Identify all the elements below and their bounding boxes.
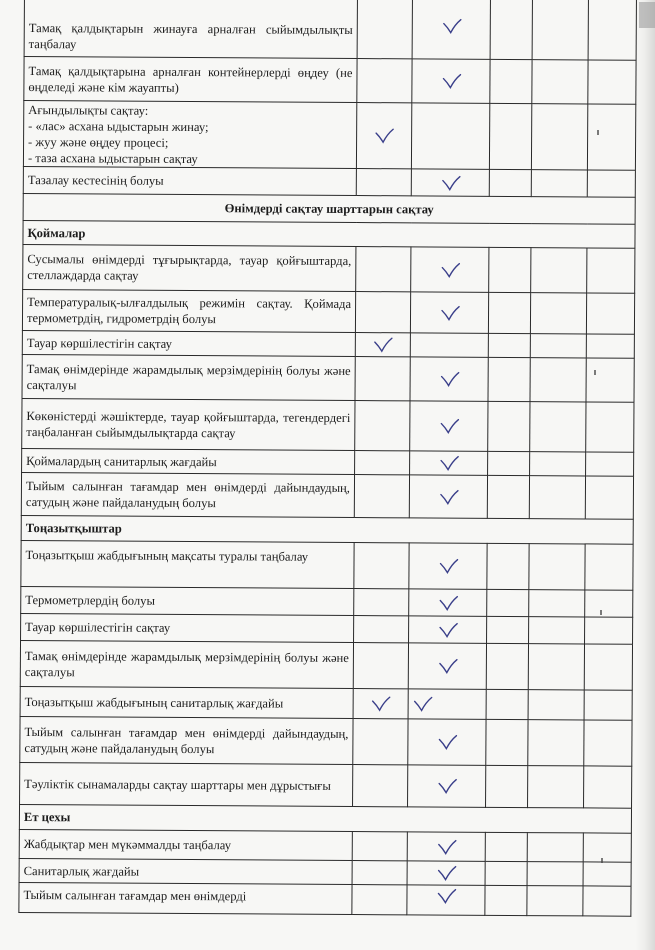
row-description: Тыйым салынған тағамдар мен өнімдерді <box>19 882 352 914</box>
mark-cell-4 <box>531 170 587 197</box>
mark-cell-2 <box>409 589 487 616</box>
mark-cell-2 <box>407 832 485 861</box>
check-mark-icon <box>439 456 459 472</box>
mark-cell-1 <box>356 103 411 169</box>
checklist-row <box>20 640 632 690</box>
mark-cell-1 <box>353 765 408 807</box>
mark-cell-3 <box>489 103 531 169</box>
mark-cell-1 <box>355 292 410 333</box>
mark-cell-4 <box>529 617 585 644</box>
row-description: Тоңазытқыш жабдығының мақсаты туралы таңбалау <box>21 540 354 588</box>
mark-cell-2 <box>409 543 487 589</box>
check-mark-icon <box>439 305 459 321</box>
row-description: Тазалау кестесінің болуы <box>23 166 356 195</box>
subsection-header-row <box>19 804 631 833</box>
mark-cell-4 <box>528 720 584 766</box>
mark-cell-4 <box>527 862 583 886</box>
mark-cell-2 <box>408 643 486 689</box>
mark-cell-3 <box>485 832 527 861</box>
mark-cell-2 <box>409 475 487 518</box>
mark-cell-5 <box>584 644 632 690</box>
check-mark-icon <box>438 622 458 638</box>
mark-cell-1 <box>352 861 407 885</box>
mark-cell-1 <box>354 616 409 643</box>
checklist-row <box>21 472 633 519</box>
mark-cell-5 <box>583 886 631 916</box>
mark-cell-5 <box>584 720 632 766</box>
scan-speck <box>601 858 603 863</box>
mark-cell-5 <box>586 293 634 334</box>
mark-cell-5 <box>588 60 636 104</box>
mark-cell-5 <box>586 402 634 452</box>
mark-cell-1 <box>354 589 409 616</box>
mark-cell-3 <box>486 643 528 689</box>
checklist-row <box>21 586 633 617</box>
mark-cell-1 <box>357 0 412 59</box>
row-description: Көкөністерді жәшіктерде, тауар қойғыштарда, тегендердегі таңбаланған сыйымдылықтарда сақтау <box>22 398 355 450</box>
mark-cell-5 <box>587 248 635 293</box>
row-description: Ағындылықты сақтау: - «лас» асхана ыдыстарын жинау; - жуу және өңдеу процесі; - таза асхана ыдыстарын сақтау <box>23 101 356 169</box>
checklist-row <box>21 540 633 590</box>
mark-cell-4 <box>530 334 586 358</box>
check-mark-icon <box>441 19 461 35</box>
mark-cell-5 <box>585 617 633 644</box>
mark-cell-3 <box>486 689 528 719</box>
mark-cell-2 <box>407 861 485 885</box>
mark-cell-2 <box>410 451 488 475</box>
row-description: Тыйым салынған тағамдар мен өнімдерді дайындаудың, сатудың және пайдаланудың болуы <box>21 472 354 517</box>
mark-cell-5 <box>587 104 635 170</box>
mark-cell-3 <box>488 451 530 475</box>
scan-edge-shadow <box>635 0 655 950</box>
row-description: Термометрлердің болуы <box>21 586 354 615</box>
row-description: Сусымалы өнімдерді тұғырықтарда, тауар қойғыштарда, стеллаждарда сақтау <box>23 244 356 291</box>
mark-cell-5 <box>588 0 636 60</box>
mark-cell-4 <box>530 402 586 452</box>
check-mark-icon <box>436 866 456 882</box>
mark-cell-2 <box>408 765 486 807</box>
checklist-row <box>20 762 632 808</box>
mark-cell-1 <box>355 401 410 451</box>
mark-cell-5 <box>584 690 632 720</box>
mark-cell-2 <box>410 357 488 401</box>
check-mark-icon <box>437 659 457 675</box>
mark-cell-1 <box>353 689 408 719</box>
mark-cell-5 <box>585 476 633 519</box>
row-description: Тамақ қалдықтарына арналған контейнерлерді өңдеу (не өңделеді және кім жауапты) <box>24 57 357 103</box>
checklist-row <box>21 613 633 644</box>
checklist-row <box>24 57 636 105</box>
mark-cell-5 <box>585 544 633 590</box>
row-description: Жабдықтар мен мүкәммалды таңбалау <box>19 829 352 860</box>
section-header-row <box>23 193 635 224</box>
mark-cell-4 <box>529 476 585 519</box>
mark-cell-1 <box>352 832 407 861</box>
mark-cell-2 <box>407 885 485 915</box>
checklist-row <box>22 398 634 452</box>
row-description: Қоймалардың санитарлық жағдайы <box>22 448 355 474</box>
mark-cell-4 <box>530 452 586 476</box>
scan-speck <box>597 130 599 135</box>
mark-cell-2 <box>412 59 490 103</box>
mark-cell-2 <box>409 616 487 643</box>
check-mark-icon <box>438 559 458 575</box>
mark-cell-2 <box>411 247 489 292</box>
mark-cell-1 <box>355 333 410 357</box>
section-title: Өнімдерді сақтау шарттарын сақтау <box>23 193 635 224</box>
subsection-title: Қоймалар <box>23 220 635 248</box>
mark-cell-1 <box>357 59 412 103</box>
check-mark-icon <box>436 839 456 855</box>
mark-cell-5 <box>583 833 631 862</box>
mark-cell-2 <box>410 401 488 451</box>
mark-cell-4 <box>529 590 585 617</box>
checklist-row <box>23 244 635 293</box>
subsection-title: Тоңазытқыштар <box>21 515 633 544</box>
mark-cell-5 <box>587 170 635 197</box>
mark-cell-2 <box>411 103 489 169</box>
row-description: Санитарлық жағдайы <box>19 858 352 884</box>
row-description: Тауар көршілестігін сақтау <box>22 330 355 356</box>
scan-speck <box>600 610 602 615</box>
check-mark-icon <box>437 779 457 795</box>
check-mark-icon <box>438 595 458 611</box>
subsection-title: Ет цехы <box>19 804 631 833</box>
check-mark-icon <box>413 696 433 712</box>
check-mark-icon <box>441 74 461 90</box>
mark-cell-4 <box>528 766 584 808</box>
check-mark-icon <box>440 262 460 278</box>
mark-cell-5 <box>585 590 633 617</box>
check-mark-icon <box>371 696 391 712</box>
checklist-row <box>20 686 632 720</box>
check-mark-icon <box>374 128 394 144</box>
mark-cell-4 <box>527 833 583 862</box>
mark-cell-3 <box>489 247 531 292</box>
check-mark-icon <box>436 889 456 905</box>
mark-cell-1 <box>353 719 408 765</box>
mark-cell-2 <box>412 0 490 59</box>
check-mark-icon <box>373 337 393 353</box>
mark-cell-3 <box>489 169 531 196</box>
mark-cell-3 <box>488 401 530 451</box>
check-mark-icon <box>439 372 459 388</box>
row-description: Тамақ өнімдерінде жарамдылық мерзімдерінің болуы және сақталуы <box>20 640 353 688</box>
check-mark-icon <box>437 735 457 751</box>
checklist-row <box>22 354 634 402</box>
checklist-row <box>23 166 635 197</box>
mark-cell-4 <box>530 293 586 334</box>
row-description: Тәуліктік сынамаларды сақтау шарттары мен дұрыстығы <box>20 762 353 806</box>
checklist-row <box>20 716 632 766</box>
mark-cell-5 <box>584 766 632 808</box>
mark-cell-3 <box>488 357 530 401</box>
row-description: Тамақ қалдықтарын жинауға арналған сыйымдылықты таңбалау <box>24 0 357 59</box>
mark-cell-1 <box>353 643 408 689</box>
check-mark-icon <box>440 175 460 191</box>
mark-cell-3 <box>485 861 527 885</box>
mark-cell-5 <box>586 358 634 402</box>
mark-cell-5 <box>586 334 634 358</box>
mark-cell-2 <box>408 719 486 765</box>
mark-cell-3 <box>486 719 528 765</box>
mark-cell-3 <box>488 333 530 357</box>
row-description: Тыйым салынған тағамдар мен өнімдерді дайындаудың, сатудың және пайдаланудың болуы <box>20 716 353 764</box>
row-description: Тоңазытқыш жабдығының санитарлық жағдайы <box>20 686 353 718</box>
mark-cell-1 <box>352 885 407 915</box>
checklist-table <box>18 0 637 917</box>
row-description: Тамақ өнімдерінде жарамдылық мерзімдерінің болуы және сақталуы <box>22 354 355 400</box>
mark-cell-4 <box>531 248 587 293</box>
scan-corner-mark <box>639 2 655 28</box>
row-description: Температуралық-ылғалдылық режимін сақтау. Қоймада термометрдің, гидрометрдің болуы <box>22 289 355 332</box>
check-mark-icon <box>439 419 459 435</box>
mark-cell-2 <box>408 689 486 719</box>
mark-cell-3 <box>487 589 529 616</box>
scan-speck <box>594 370 596 375</box>
mark-cell-3 <box>487 543 529 589</box>
mark-cell-3 <box>486 765 528 807</box>
mark-cell-4 <box>527 886 583 916</box>
mark-cell-3 <box>488 292 530 333</box>
mark-cell-4 <box>530 358 586 402</box>
checklist-row <box>22 289 634 334</box>
checklist-row <box>19 829 631 862</box>
checklist-row <box>19 882 631 916</box>
mark-cell-1 <box>355 451 410 475</box>
mark-cell-3 <box>485 885 527 915</box>
mark-cell-1 <box>356 247 411 292</box>
mark-cell-4 <box>528 644 584 690</box>
mark-cell-3 <box>490 59 532 103</box>
mark-cell-5 <box>583 862 631 886</box>
mark-cell-1 <box>355 357 410 401</box>
mark-cell-1 <box>356 169 411 196</box>
mark-cell-4 <box>531 104 587 170</box>
checklist-row <box>24 0 636 60</box>
subsection-header-row <box>21 515 633 544</box>
mark-cell-5 <box>586 452 634 476</box>
mark-cell-4 <box>532 60 588 104</box>
mark-cell-4 <box>532 0 588 60</box>
mark-cell-4 <box>529 544 585 590</box>
checklist-row <box>23 101 635 171</box>
row-description: Тауар көршілестігін сақтау <box>21 613 354 642</box>
mark-cell-1 <box>354 543 409 589</box>
mark-cell-2 <box>410 333 488 357</box>
mark-cell-4 <box>528 690 584 720</box>
mark-cell-1 <box>354 475 409 518</box>
mark-cell-3 <box>487 475 529 518</box>
mark-cell-3 <box>490 0 532 60</box>
mark-cell-2 <box>411 169 489 196</box>
check-mark-icon <box>438 489 458 505</box>
mark-cell-3 <box>487 616 529 643</box>
mark-cell-2 <box>410 292 488 333</box>
